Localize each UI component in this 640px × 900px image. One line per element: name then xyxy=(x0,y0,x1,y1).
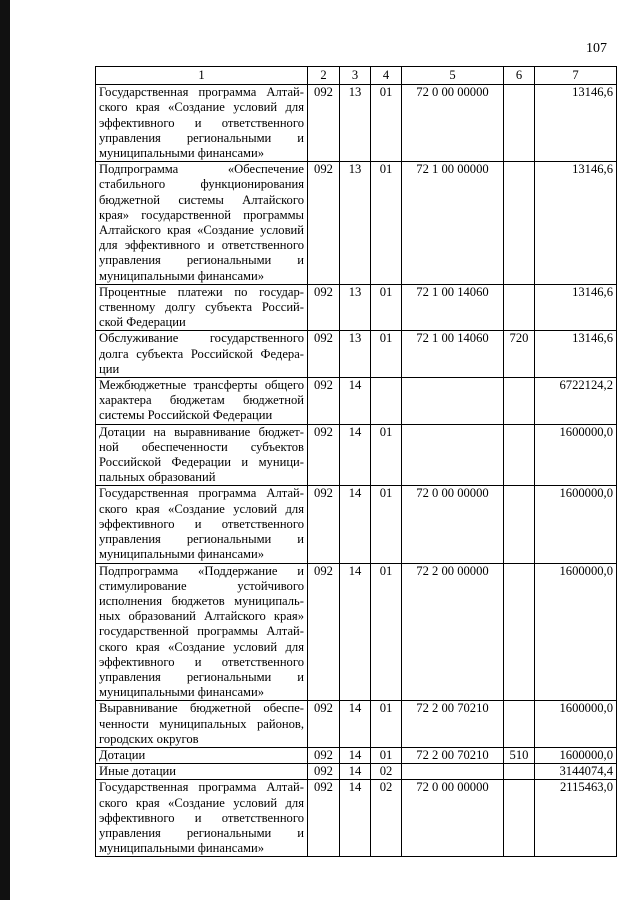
table-row xyxy=(96,162,617,285)
table-row xyxy=(96,378,617,425)
target-article-cell xyxy=(402,378,504,425)
razdel-cell: 14 xyxy=(340,780,371,857)
row-name-cell: Дотации xyxy=(96,747,308,763)
table-row xyxy=(96,424,617,486)
target-article-cell: 72 2 00 70210 xyxy=(402,747,504,763)
header-cell: 4 xyxy=(371,67,402,85)
vedomstvo-cell: 092 xyxy=(308,563,340,701)
header-cell: 3 xyxy=(340,67,371,85)
row-name-cell: Государственная программа Алтайского края «Создание условий для эффективного и ответственного управления региональными и муниципальными финансами» xyxy=(96,780,308,857)
table-body xyxy=(96,67,617,857)
vedomstvo-cell: 092 xyxy=(308,378,340,425)
target-article-cell: 72 2 00 00000 xyxy=(402,563,504,701)
expense-type-cell xyxy=(504,378,535,425)
expense-type-cell xyxy=(504,162,535,285)
podrazdel-cell: 01 xyxy=(371,424,402,486)
target-article-cell: 72 1 00 00000 xyxy=(402,162,504,285)
podrazdel-cell: 02 xyxy=(371,780,402,857)
podrazdel-cell: 01 xyxy=(371,486,402,563)
row-name-cell: Процентные платежи по государственному долгу субъекта Российской Федерации xyxy=(96,284,308,331)
razdel-cell: 14 xyxy=(340,701,371,748)
expense-type-cell xyxy=(504,424,535,486)
podrazdel-cell: 01 xyxy=(371,701,402,748)
expense-type-cell xyxy=(504,486,535,563)
table-row xyxy=(96,486,617,563)
razdel-cell: 13 xyxy=(340,85,371,162)
podrazdel-cell: 01 xyxy=(371,85,402,162)
table-row xyxy=(96,764,617,780)
budget-table xyxy=(95,66,617,857)
vedomstvo-cell: 092 xyxy=(308,331,340,378)
vedomstvo-cell: 092 xyxy=(308,424,340,486)
vedomstvo-cell: 092 xyxy=(308,780,340,857)
header-cell: 7 xyxy=(535,67,617,85)
row-name-cell: Государственная программа Алтайского края «Создание условий для эффективного и ответственного управления региональными и муниципальными финансами» xyxy=(96,486,308,563)
amount-cell: 1600000,0 xyxy=(535,424,617,486)
razdel-cell: 13 xyxy=(340,331,371,378)
razdel-cell: 14 xyxy=(340,747,371,763)
expense-type-cell: 510 xyxy=(504,747,535,763)
amount-cell: 1600000,0 xyxy=(535,747,617,763)
row-name-cell: Подпрограмма «Поддержание и стимулирование устойчивого исполнения бюджетов муниципальных образований Алтайского края» государственной программы Алтайского края «Создание условий для эффективного и ответственного управления региональными и муниципальными финансами» xyxy=(96,563,308,701)
razdel-cell: 13 xyxy=(340,284,371,331)
target-article-cell: 72 0 00 00000 xyxy=(402,85,504,162)
razdel-cell: 14 xyxy=(340,563,371,701)
expense-type-cell xyxy=(504,780,535,857)
amount-cell: 2115463,0 xyxy=(535,780,617,857)
amount-cell: 13146,6 xyxy=(535,331,617,378)
target-article-cell: 72 1 00 14060 xyxy=(402,284,504,331)
razdel-cell: 13 xyxy=(340,162,371,285)
table-row xyxy=(96,331,617,378)
podrazdel-cell: 01 xyxy=(371,284,402,331)
target-article-cell: 72 0 00 00000 xyxy=(402,780,504,857)
razdel-cell: 14 xyxy=(340,486,371,563)
row-name-cell: Иные дотации xyxy=(96,764,308,780)
table-row xyxy=(96,85,617,162)
podrazdel-cell: 02 xyxy=(371,764,402,780)
row-name-cell: Государственная программа Алтайского края «Создание условий для эффективного и ответственного управления региональными и муниципальными финансами» xyxy=(96,85,308,162)
header-cell: 1 xyxy=(96,67,308,85)
target-article-cell: 72 1 00 14060 xyxy=(402,331,504,378)
razdel-cell: 14 xyxy=(340,378,371,425)
podrazdel-cell: 01 xyxy=(371,563,402,701)
vedomstvo-cell: 092 xyxy=(308,85,340,162)
vedomstvo-cell: 092 xyxy=(308,747,340,763)
vedomstvo-cell: 092 xyxy=(308,284,340,331)
table-row xyxy=(96,284,617,331)
amount-cell: 6722124,2 xyxy=(535,378,617,425)
amount-cell: 3144074,4 xyxy=(535,764,617,780)
table-row xyxy=(96,701,617,748)
podrazdel-cell: 01 xyxy=(371,162,402,285)
expense-type-cell xyxy=(504,701,535,748)
header-cell: 2 xyxy=(308,67,340,85)
row-name-cell: Подпрограмма «Обеспечение стабильного функционирования бюджетной системы Алтайского края» государственной программы Алтайского края «Создание условий для эффективного и ответственного управления региональными и муниципальными финансами» xyxy=(96,162,308,285)
target-article-cell xyxy=(402,424,504,486)
amount-cell: 13146,6 xyxy=(535,284,617,331)
table-row xyxy=(96,780,617,857)
row-name-cell: Выравнивание бюджетной обеспеченности муниципальных районов, городских округов xyxy=(96,701,308,748)
table-row xyxy=(96,747,617,763)
razdel-cell: 14 xyxy=(340,424,371,486)
vedomstvo-cell: 092 xyxy=(308,162,340,285)
expense-type-cell xyxy=(504,563,535,701)
table-row xyxy=(96,563,617,701)
amount-cell: 1600000,0 xyxy=(535,563,617,701)
header-row xyxy=(96,67,617,85)
podrazdel-cell: 01 xyxy=(371,331,402,378)
header-cell: 6 xyxy=(504,67,535,85)
page-number: 107 xyxy=(586,41,607,56)
expense-type-cell xyxy=(504,764,535,780)
expense-type-cell xyxy=(504,85,535,162)
row-name-cell: Дотации на выравнивание бюджетной обеспеченности субъектов Российской Федерации и муниципальных образований xyxy=(96,424,308,486)
header-cell: 5 xyxy=(402,67,504,85)
razdel-cell: 14 xyxy=(340,764,371,780)
amount-cell: 13146,6 xyxy=(535,85,617,162)
scan-edge xyxy=(0,0,10,900)
target-article-cell xyxy=(402,764,504,780)
target-article-cell: 72 0 00 00000 xyxy=(402,486,504,563)
row-name-cell: Обслуживание государственного долга субъекта Российской Федерации xyxy=(96,331,308,378)
amount-cell: 1600000,0 xyxy=(535,701,617,748)
podrazdel-cell xyxy=(371,378,402,425)
amount-cell: 1600000,0 xyxy=(535,486,617,563)
amount-cell: 13146,6 xyxy=(535,162,617,285)
vedomstvo-cell: 092 xyxy=(308,486,340,563)
vedomstvo-cell: 092 xyxy=(308,701,340,748)
row-name-cell: Межбюджетные трансферты общего характера бюджетам бюджетной системы Российской Федерации xyxy=(96,378,308,425)
vedomstvo-cell: 092 xyxy=(308,764,340,780)
expense-type-cell: 720 xyxy=(504,331,535,378)
expense-type-cell xyxy=(504,284,535,331)
podrazdel-cell: 01 xyxy=(371,747,402,763)
target-article-cell: 72 2 00 70210 xyxy=(402,701,504,748)
